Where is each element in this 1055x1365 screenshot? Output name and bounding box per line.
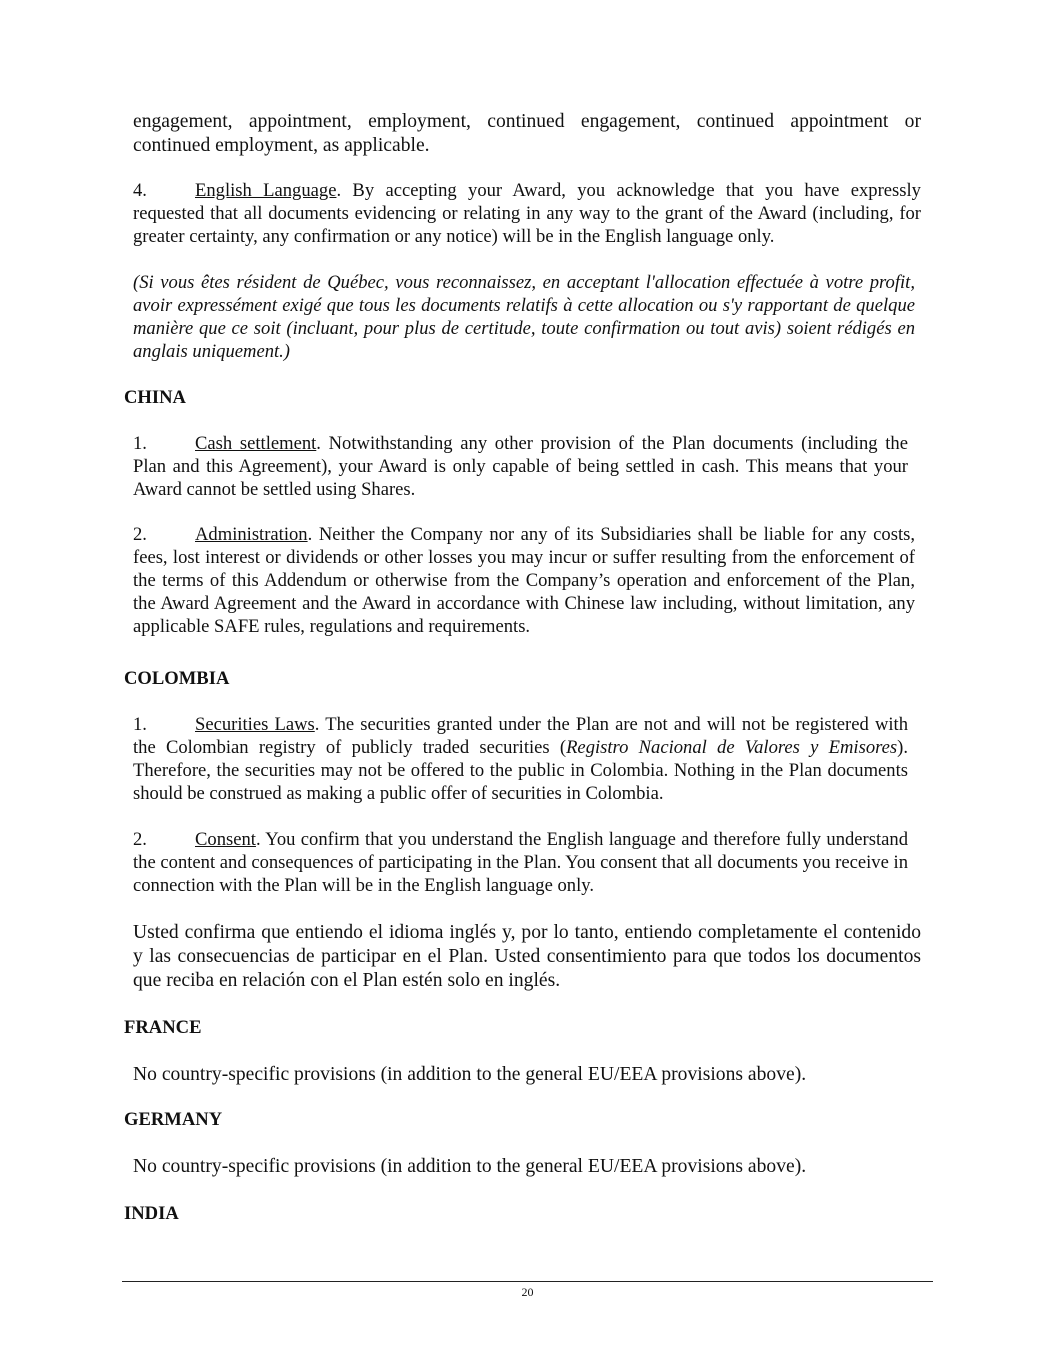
clause-number: 1.	[133, 433, 147, 454]
clause-title: English Language	[195, 180, 337, 201]
intro-text: engagement, appointment, employment, continued engagement, continued appointment or continued employment, as applicable.	[133, 111, 921, 156]
clause-text: . By accepting your Award, you acknowledge that you have expressly requested that all documents evidencing or relating in any way to the grant of the Award (including, for greater certainty, any confirmation or any notice) will be in the English language only.	[133, 180, 921, 247]
footer-divider	[122, 1281, 933, 1282]
colombia-securities-laws-clause	[133, 713, 908, 805]
spanish-consent-text: Usted confirma que entiendo el idioma inglés y, por lo tanto, entiendo completamente el contenido y las consecuencias de participar en el Plan. Usted consentimiento para que todos los documentos que reciba en relación con el Plan estén solo en inglés.	[133, 922, 921, 991]
clause-title: Administration	[195, 524, 308, 545]
heading-china: CHINA	[124, 387, 186, 408]
clause-text: . You confirm that you understand the English language and therefore fully understand the content and consequences of participating in the Plan. You consent that all documents you receive in connection with the Plan will be in the English language only.	[133, 829, 908, 896]
clause-title: Consent	[195, 829, 256, 850]
heading-france: FRANCE	[124, 1017, 202, 1038]
clause-title: Securities Laws	[195, 714, 315, 735]
french-translation-note	[133, 271, 915, 363]
clause-title: Cash settlement	[195, 433, 317, 454]
intro-paragraph	[133, 110, 921, 158]
france-provisions	[133, 1063, 921, 1087]
heading-germany: GERMANY	[124, 1109, 223, 1130]
clause-text: . Notwithstanding any other provision of the Plan documents (including the Plan and this Agreement), your Award is only capable of being settled in cash. This means that your Award cannot be settled using Shares.	[133, 433, 908, 500]
french-note-text: (Si vous êtes résident de Québec, vous reconnaissez, en acceptant l'allocation effectuée à votre profit, avoir expressément exigé que tous les documents relatifs à cette allocation ou s'y rapportant de quelque manière que ce soit (incluant, pour plus de certitude, toute confirmation ou tout avis) soient rédigés en anglais uniquement.)	[133, 272, 915, 362]
heading-colombia: COLOMBIA	[124, 668, 230, 689]
clause-text-after: ). Therefore, the securities may not be offered to the public in Colombia. Nothing in the Plan documents should be construed as making a public offer of securities in Colombia.	[133, 737, 908, 804]
clause-number: 1.	[133, 714, 147, 735]
english-language-clause	[133, 179, 921, 248]
registry-name: Registro Nacional de Valores y Emisores	[566, 737, 898, 758]
france-provisions-text: No country-specific provisions (in addition to the general EU/EEA provisions above).	[133, 1064, 807, 1085]
clause-text-before: . The securities granted under the Plan are not and will not be registered with the Colombian registry of publicly traded securities (	[133, 714, 908, 758]
clause-text: . Neither the Company nor any of its Subsidiaries shall be liable for any costs, fees, lost interest or dividends or other losses you may incur or suffer resulting from the enforcement of the terms of this Addendum or otherwise from the Company’s operation and enforcement of the Plan, the Award Agreement and the Award in accordance with Chinese law including, without limitation, any applicable SAFE rules, regulations and requirements.	[133, 524, 915, 637]
clause-number: 4.	[133, 180, 147, 201]
germany-provisions	[133, 1155, 921, 1179]
china-administration-clause	[133, 523, 915, 638]
clause-number: 2.	[133, 829, 147, 850]
colombia-spanish-consent	[133, 921, 921, 993]
page-number: 20	[521, 1285, 534, 1299]
china-cash-settlement-clause	[133, 432, 908, 501]
heading-india: INDIA	[124, 1203, 179, 1224]
colombia-consent-clause	[133, 828, 908, 897]
germany-provisions-text: No country-specific provisions (in addition to the general EU/EEA provisions above).	[133, 1156, 807, 1177]
clause-number: 2.	[133, 524, 147, 545]
